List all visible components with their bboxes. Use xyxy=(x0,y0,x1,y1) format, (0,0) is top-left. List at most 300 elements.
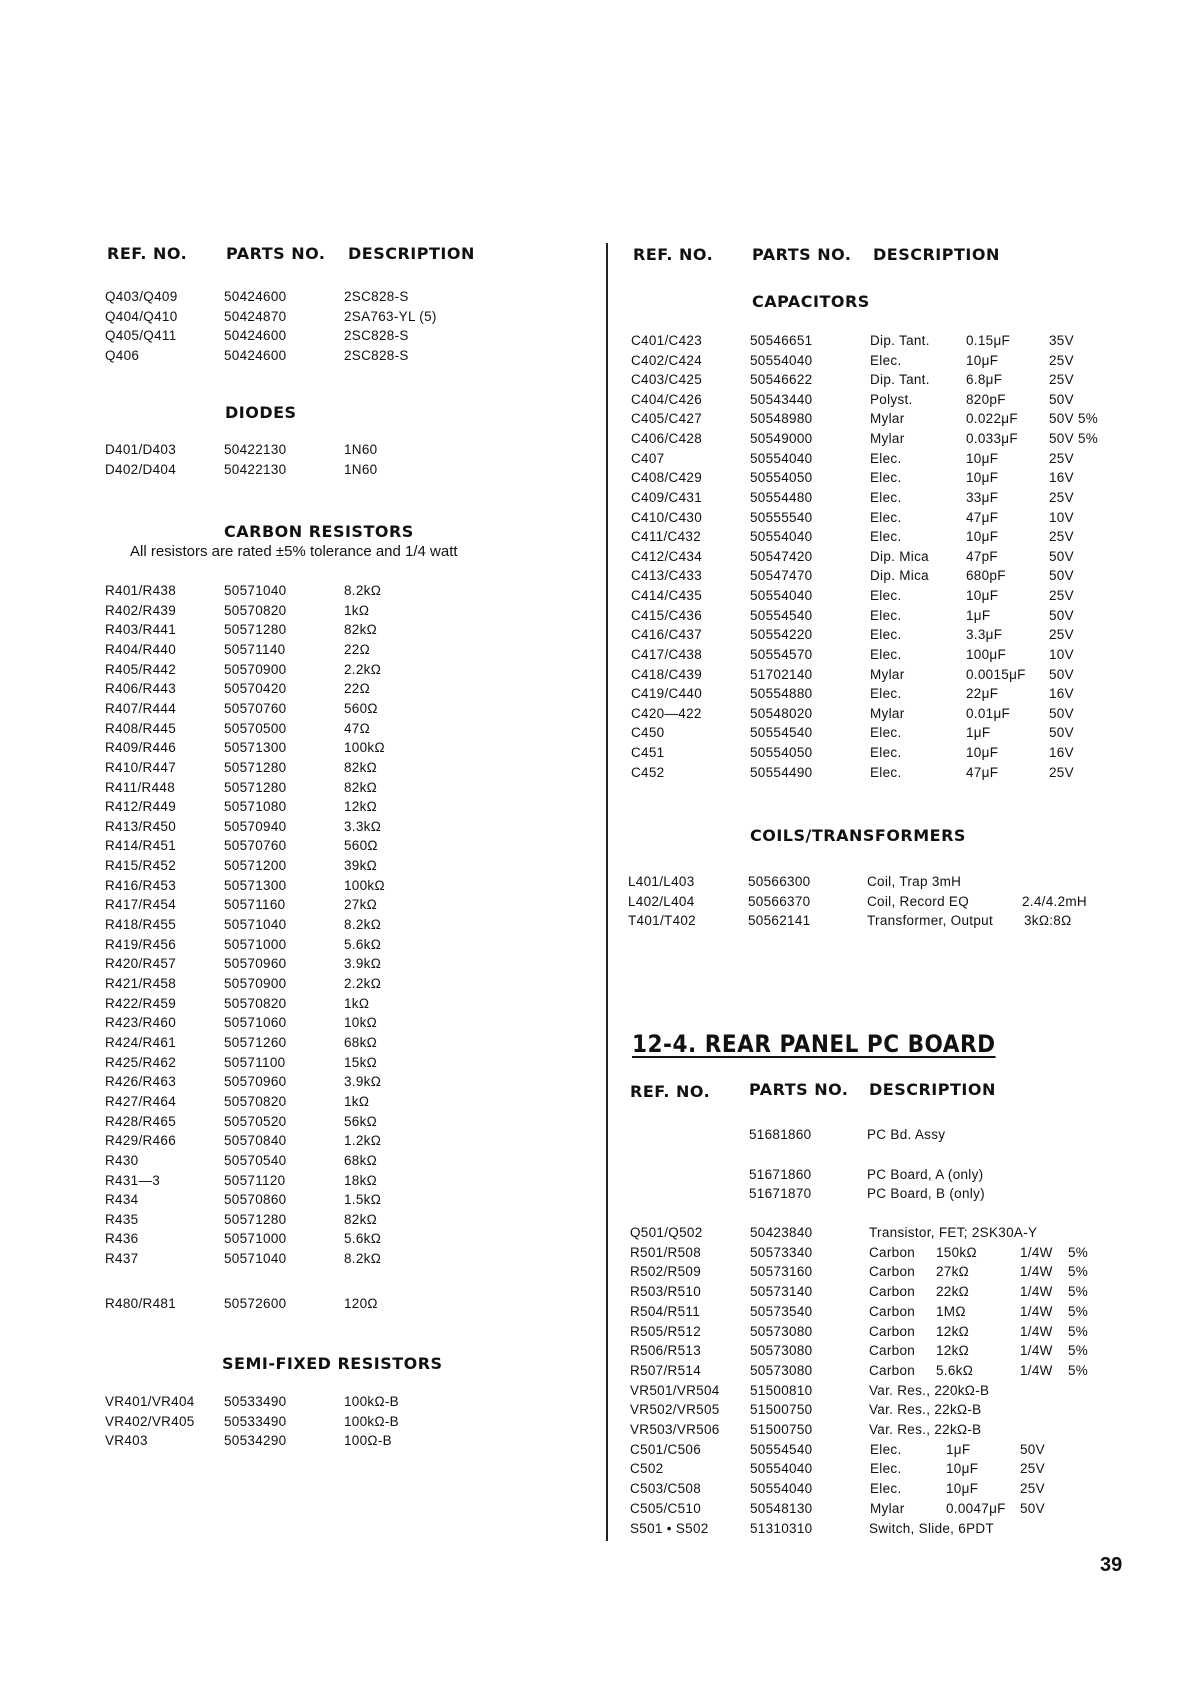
left-header-parts: PARTS NO. xyxy=(226,244,326,263)
tolerance: 5% xyxy=(1068,1264,1089,1280)
ref-no: Q404/Q410 xyxy=(105,308,178,324)
ref-no: S501 • S502 xyxy=(630,1520,709,1536)
ref-no: R412/R449 xyxy=(105,799,176,815)
parts-no: 50571260 xyxy=(224,1034,287,1050)
cap-value: 1μF xyxy=(946,1441,971,1457)
parts-no: 50573080 xyxy=(750,1323,813,1339)
rear-header-desc: DESCRIPTION xyxy=(869,1080,996,1099)
parts-no: 50571060 xyxy=(224,1015,287,1031)
description: Coil, Record EQ xyxy=(867,893,970,909)
description: 1kΩ xyxy=(344,602,370,618)
right-header-parts: PARTS NO. xyxy=(752,245,852,264)
ref-no: C402/C424 xyxy=(631,352,702,368)
parts-no: 50548130 xyxy=(750,1500,813,1516)
parts-no: 50570860 xyxy=(224,1192,287,1208)
parts-no: 50547470 xyxy=(750,568,813,584)
parts-no: 51681860 xyxy=(749,1127,812,1142)
ref-no: R505/R512 xyxy=(630,1323,701,1339)
cap-type: Mylar xyxy=(870,705,905,721)
cap-rating: 50V xyxy=(1020,1441,1045,1457)
parts-no: 50573540 xyxy=(750,1303,813,1319)
ref-no: D401/D403 xyxy=(105,442,176,457)
parts-no: 50571140 xyxy=(224,641,286,657)
cap-value: 10μF xyxy=(946,1461,979,1477)
ref-no: C410/C430 xyxy=(631,509,702,525)
rating: 1/4W xyxy=(1020,1323,1053,1339)
parts-no: 50554540 xyxy=(750,607,813,623)
ref-no: R427/R464 xyxy=(105,1093,176,1109)
ref-no: VR502/VR505 xyxy=(630,1402,720,1418)
parts-no: 50571100 xyxy=(224,1054,286,1070)
ref-no: R507/R514 xyxy=(630,1362,701,1378)
cap-value: 10μF xyxy=(966,470,999,486)
ref-no: C416/C437 xyxy=(631,627,702,643)
cap-rating: 25V xyxy=(1020,1481,1045,1497)
parts-no: 50571040 xyxy=(224,917,287,933)
ref-no: C451 xyxy=(631,745,665,761)
cap-rating: 16V xyxy=(1049,686,1074,702)
description: Carbon xyxy=(869,1284,916,1300)
cap-rating: 16V xyxy=(1049,470,1074,486)
ref-no: R426/R463 xyxy=(105,1074,176,1090)
tolerance: 5% xyxy=(1068,1323,1089,1339)
cap-type: Elec. xyxy=(870,607,902,623)
description: 1N60 xyxy=(344,462,378,477)
ref-no: L402/L404 xyxy=(628,893,695,909)
parts-no: 50570840 xyxy=(224,1133,287,1149)
description: Var. Res., 220kΩ-B xyxy=(869,1382,990,1398)
ref-no: R420/R457 xyxy=(105,956,176,972)
parts-no: 50554220 xyxy=(750,627,813,643)
description: 1N60 xyxy=(344,442,378,457)
diodes-title: DIODES xyxy=(225,403,297,422)
description: 8.2kΩ xyxy=(344,1251,382,1267)
cap-type: Elec. xyxy=(870,646,902,662)
description: 1.2kΩ xyxy=(344,1133,382,1149)
cap-rating: 50V xyxy=(1049,705,1074,721)
parts-no: 51702140 xyxy=(750,666,813,682)
description: Var. Res., 22kΩ-B xyxy=(869,1402,982,1418)
parts-no: 50424870 xyxy=(224,308,287,324)
description: 5.6kΩ xyxy=(344,936,382,952)
cap-value: 1μF xyxy=(966,725,991,741)
parts-no: 50566370 xyxy=(748,893,811,909)
description: 68kΩ xyxy=(344,1034,378,1050)
cap-rating: 25V xyxy=(1049,372,1074,388)
parts-no: 50570940 xyxy=(224,818,287,834)
ref-no: R431—3 xyxy=(105,1172,161,1188)
parts-no: 51500750 xyxy=(750,1422,813,1437)
parts-no: 50570960 xyxy=(224,956,287,972)
cap-type: Elec. xyxy=(870,1461,902,1477)
ref-no: R425/R462 xyxy=(105,1054,176,1070)
ref-no: R501/R508 xyxy=(630,1244,701,1260)
cap-value: 680pF xyxy=(966,568,1006,584)
cap-type: Dip. Mica xyxy=(870,548,929,564)
cap-type: Elec. xyxy=(870,686,902,702)
parts-no: 50570760 xyxy=(224,838,287,854)
cap-type: Dip. Tant. xyxy=(870,333,930,348)
left-header-ref: REF. NO. xyxy=(107,244,188,263)
value: 22kΩ xyxy=(936,1284,970,1300)
cap-value: 33μF xyxy=(966,489,999,505)
cap-rating: 25V xyxy=(1020,1461,1045,1477)
cap-rating: 50V xyxy=(1020,1500,1045,1516)
capacitors-title: CAPACITORS xyxy=(752,292,870,311)
description: 82kΩ xyxy=(344,759,378,775)
cap-value: 6.8μF xyxy=(966,372,1003,388)
parts-no: 50554040 xyxy=(750,1461,813,1477)
ref-no: R502/R509 xyxy=(630,1264,701,1280)
cap-value: 10μF xyxy=(966,450,999,466)
description: 1kΩ xyxy=(344,1093,370,1109)
ref-no: R402/R439 xyxy=(105,602,176,618)
description: 22Ω xyxy=(344,681,371,697)
parts-no: 50554880 xyxy=(750,686,813,702)
cap-rating: 50V xyxy=(1049,391,1074,407)
parts-no: 50571300 xyxy=(224,740,287,756)
cap-type: Dip. Mica xyxy=(870,568,929,584)
carbon-resistors-note: All resistors are rated ±5% tolerance and 1/4 watt xyxy=(130,543,458,560)
parts-no: 50549000 xyxy=(750,431,813,447)
parts-no: 50570520 xyxy=(224,1113,287,1129)
extra-spec: 2.4/4.2mH xyxy=(1022,893,1087,909)
ref-no: R416/R453 xyxy=(105,877,176,893)
parts-no: 50554570 xyxy=(750,646,813,662)
description: 10kΩ xyxy=(344,1015,378,1031)
cap-rating: 25V xyxy=(1049,588,1074,604)
ref-no: R480/R481 xyxy=(105,1296,176,1311)
description: 68kΩ xyxy=(344,1152,378,1168)
ref-no: R411/R448 xyxy=(105,779,175,795)
ref-no: R430 xyxy=(105,1152,139,1168)
parts-no: 50554040 xyxy=(750,352,813,368)
tolerance: 5% xyxy=(1068,1244,1089,1260)
parts-no: 50554050 xyxy=(750,745,813,761)
rating: 1/4W xyxy=(1020,1343,1053,1359)
cap-type: Mylar xyxy=(870,666,905,682)
ref-no: Q406 xyxy=(105,348,140,364)
ref-no: R410/R447 xyxy=(105,759,176,775)
tolerance: 5% xyxy=(1068,1284,1089,1300)
parts-no: 50554040 xyxy=(750,450,813,466)
cap-value: 47μF xyxy=(966,764,999,780)
cap-rating: 50V xyxy=(1049,607,1074,623)
cap-rating: 25V xyxy=(1049,529,1074,545)
description: 3.9kΩ xyxy=(344,1074,382,1090)
cap-rating: 50V xyxy=(1049,548,1074,564)
description: Carbon xyxy=(869,1343,916,1359)
ref-no: C414/C435 xyxy=(631,588,702,604)
ref-no: R506/R513 xyxy=(630,1343,701,1359)
parts-no: 50571280 xyxy=(224,1211,287,1227)
ref-no: R428/R465 xyxy=(105,1113,176,1129)
description: 100kΩ-B xyxy=(344,1413,399,1429)
rear-panel-section-title: 12-4. REAR PANEL PC BOARD xyxy=(632,1030,996,1058)
description: 2SC828-S xyxy=(344,328,409,344)
ref-no: R419/R456 xyxy=(105,936,176,952)
value: 27kΩ xyxy=(936,1264,970,1280)
ref-no: R421/R458 xyxy=(105,976,176,991)
ref-no: R503/R510 xyxy=(630,1284,701,1300)
ref-no: R418/R455 xyxy=(105,917,176,933)
parts-no: 50533490 xyxy=(224,1413,287,1429)
description: 18kΩ xyxy=(344,1172,378,1188)
ref-no: R434 xyxy=(105,1192,139,1208)
ref-no: C505/C510 xyxy=(630,1500,701,1516)
cap-type: Elec. xyxy=(870,627,902,643)
cap-value: 0.15μF xyxy=(966,333,1011,348)
cap-rating: 25V xyxy=(1049,450,1074,466)
parts-no: 50570900 xyxy=(224,976,287,991)
cap-value: 47pF xyxy=(966,548,998,564)
parts-no: 50571160 xyxy=(224,897,286,913)
parts-no: 50554040 xyxy=(750,529,813,545)
cap-type: Dip. Tant. xyxy=(870,372,930,388)
parts-no: 50571120 xyxy=(224,1172,286,1188)
rating: 1/4W xyxy=(1020,1244,1053,1260)
parts-no: 50570960 xyxy=(224,1074,287,1090)
ref-no: C415/C436 xyxy=(631,607,702,623)
parts-no: 50571080 xyxy=(224,799,287,815)
cap-type: Polyst. xyxy=(870,391,913,407)
cap-value: 0.01μF xyxy=(966,705,1011,721)
parts-no: 50554540 xyxy=(750,1441,813,1457)
ref-no: C420—422 xyxy=(631,705,702,721)
cap-value: 3.3μF xyxy=(966,627,1003,643)
description: 22Ω xyxy=(344,641,371,657)
ref-no: R423/R460 xyxy=(105,1015,176,1031)
parts-no: 50571040 xyxy=(224,583,287,598)
coils-transformers-title: COILS/TRANSFORMERS xyxy=(750,826,966,845)
parts-no: 51671870 xyxy=(749,1186,812,1201)
cap-type: Elec. xyxy=(870,470,902,486)
ref-no: R405/R442 xyxy=(105,661,176,677)
parts-no: 50546622 xyxy=(750,372,813,388)
cap-value: 10μF xyxy=(966,588,999,604)
parts-no: 50573080 xyxy=(750,1343,813,1359)
ref-no: R429/R466 xyxy=(105,1133,176,1149)
ref-no: VR402/VR405 xyxy=(105,1413,195,1429)
ref-no: Q403/Q409 xyxy=(105,289,178,304)
tolerance: 5% xyxy=(1068,1343,1089,1359)
description: 2.2kΩ xyxy=(344,661,382,677)
column-divider xyxy=(606,243,608,1541)
description: PC Bd. Assy xyxy=(867,1127,946,1142)
value: 1MΩ xyxy=(936,1303,966,1319)
ref-no: C406/C428 xyxy=(631,431,702,447)
parts-no: 50571200 xyxy=(224,858,287,874)
semi-fixed-resistors-title: SEMI-FIXED RESISTORS xyxy=(222,1354,443,1373)
description: 100kΩ xyxy=(344,877,385,893)
cap-rating: 50V xyxy=(1049,568,1074,584)
rear-header-parts: PARTS NO. xyxy=(749,1080,849,1099)
cap-value: 1μF xyxy=(966,607,991,623)
cap-type: Elec. xyxy=(870,509,902,525)
ref-no: R407/R444 xyxy=(105,700,176,716)
description: 3.3kΩ xyxy=(344,818,382,834)
description: 2SC828-S xyxy=(344,348,409,364)
parts-no: 50570420 xyxy=(224,681,287,697)
parts-no: 50570500 xyxy=(224,720,287,736)
ref-no: C419/C440 xyxy=(631,686,702,702)
rear-header-ref: REF. NO. xyxy=(630,1082,711,1101)
ref-no: C413/C433 xyxy=(631,568,702,584)
description: Var. Res., 22kΩ-B xyxy=(869,1422,982,1437)
extra-spec: 3kΩ:8Ω xyxy=(1024,913,1072,928)
ref-no: VR501/VR504 xyxy=(630,1382,720,1398)
cap-rating: 50V 5% xyxy=(1049,431,1099,447)
description: 3.9kΩ xyxy=(344,956,382,972)
description: 560Ω xyxy=(344,700,378,716)
description: 120Ω xyxy=(344,1296,378,1311)
rating: 1/4W xyxy=(1020,1284,1053,1300)
parts-no: 50570820 xyxy=(224,1093,287,1109)
cap-value: 10μF xyxy=(966,529,999,545)
parts-no: 50547420 xyxy=(750,548,813,564)
parts-no: 50424600 xyxy=(224,328,287,344)
parts-no: 50570820 xyxy=(224,602,287,618)
parts-no: 50554040 xyxy=(750,1481,813,1497)
cap-type: Elec. xyxy=(870,745,902,761)
cap-type: Elec. xyxy=(870,529,902,545)
parts-no: 50571000 xyxy=(224,1231,287,1247)
ref-no: R422/R459 xyxy=(105,995,176,1011)
ref-no: R435 xyxy=(105,1211,139,1227)
description: Carbon xyxy=(869,1264,916,1280)
parts-no: 50570760 xyxy=(224,700,287,716)
parts-no: 51671860 xyxy=(749,1167,812,1182)
cap-value: 820pF xyxy=(966,391,1006,407)
parts-no: 51500810 xyxy=(750,1382,813,1398)
parts-no: 50546651 xyxy=(750,333,813,348)
ref-no: L401/L403 xyxy=(628,874,695,889)
ref-no: C502 xyxy=(630,1461,664,1477)
ref-no: VR401/VR404 xyxy=(105,1394,195,1409)
right-header-desc: DESCRIPTION xyxy=(873,245,1000,264)
page-number: 39 xyxy=(1100,1554,1123,1576)
value: 5.6kΩ xyxy=(936,1362,974,1378)
ref-no: R437 xyxy=(105,1251,139,1267)
parts-no: 50573140 xyxy=(750,1284,813,1300)
parts-no: 50424600 xyxy=(224,348,287,364)
description: Transistor, FET; 2SK30A-Y xyxy=(869,1225,1038,1240)
description: Transformer, Output xyxy=(867,913,993,928)
parts-no: 50570900 xyxy=(224,661,287,677)
ref-no: C403/C425 xyxy=(631,372,702,388)
ref-no: C405/C427 xyxy=(631,411,702,427)
ref-no: C501/C506 xyxy=(630,1441,701,1457)
cap-rating: 25V xyxy=(1049,352,1074,368)
description: 15kΩ xyxy=(344,1054,378,1070)
cap-rating: 35V xyxy=(1049,333,1074,348)
ref-no: C417/C438 xyxy=(631,646,702,662)
ref-no: R406/R443 xyxy=(105,681,176,697)
description: PC Board, B (only) xyxy=(867,1186,985,1201)
description: 12kΩ xyxy=(344,799,378,815)
ref-no: R424/R461 xyxy=(105,1034,176,1050)
cap-rating: 10V xyxy=(1049,646,1074,662)
description: 8.2kΩ xyxy=(344,583,382,598)
value: 150kΩ xyxy=(936,1244,977,1260)
carbon-resistors-title: CARBON RESISTORS xyxy=(224,522,414,541)
ref-no: R401/R438 xyxy=(105,583,176,598)
description: 1kΩ xyxy=(344,995,370,1011)
description: 8.2kΩ xyxy=(344,917,382,933)
ref-no: C404/C426 xyxy=(631,391,702,407)
ref-no: C503/C508 xyxy=(630,1481,701,1497)
cap-value: 0.0015μF xyxy=(966,666,1026,682)
parts-no: 50548020 xyxy=(750,705,813,721)
value: 12kΩ xyxy=(936,1323,970,1339)
rating: 1/4W xyxy=(1020,1303,1053,1319)
right-header-ref: REF. NO. xyxy=(633,245,714,264)
cap-value: 0.022μF xyxy=(966,411,1018,427)
description: Carbon xyxy=(869,1362,916,1378)
cap-value: 10μF xyxy=(946,1481,979,1497)
ref-no: T401/T402 xyxy=(628,913,696,928)
parts-no: 50571280 xyxy=(224,622,287,638)
cap-rating: 50V 5% xyxy=(1049,411,1099,427)
cap-rating: 25V xyxy=(1049,764,1074,780)
description: Carbon xyxy=(869,1244,916,1260)
tolerance: 5% xyxy=(1068,1362,1089,1378)
ref-no: R415/R452 xyxy=(105,858,176,874)
description: 100kΩ xyxy=(344,740,385,756)
ref-no: C412/C434 xyxy=(631,548,702,564)
description: 2.2kΩ xyxy=(344,976,382,991)
description: 39kΩ xyxy=(344,858,378,874)
parts-no: 50571280 xyxy=(224,759,287,775)
description: 1.5kΩ xyxy=(344,1192,382,1208)
description: 5.6kΩ xyxy=(344,1231,382,1247)
parts-no: 50422130 xyxy=(224,462,287,477)
parts-no: 50534290 xyxy=(224,1433,287,1448)
ref-no: C450 xyxy=(631,725,665,741)
description: 560Ω xyxy=(344,838,378,854)
cap-rating: 10V xyxy=(1049,509,1074,525)
ref-no: Q405/Q411 xyxy=(105,328,177,344)
ref-no: R403/R441 xyxy=(105,622,176,638)
parts-no: 50570540 xyxy=(224,1152,287,1168)
parts-no: 51310310 xyxy=(750,1520,813,1536)
ref-no: C401/C423 xyxy=(631,333,702,348)
parts-no: 50423840 xyxy=(750,1225,813,1240)
cap-rating: 50V xyxy=(1049,666,1074,682)
parts-no: 50543440 xyxy=(750,391,813,407)
ref-no: C409/C431 xyxy=(631,489,702,505)
description: PC Board, A (only) xyxy=(867,1167,984,1182)
parts-no: 50572600 xyxy=(224,1296,287,1311)
description: 82kΩ xyxy=(344,779,378,795)
parts-no: 50554040 xyxy=(750,588,813,604)
left-header-desc: DESCRIPTION xyxy=(348,244,475,263)
ref-no: R504/R511 xyxy=(630,1303,700,1319)
parts-no: 50562141 xyxy=(748,913,811,928)
rating: 1/4W xyxy=(1020,1362,1053,1378)
parts-no: 50570820 xyxy=(224,995,287,1011)
cap-type: Mylar xyxy=(870,1500,905,1516)
description: Switch, Slide, 6PDT xyxy=(869,1520,994,1536)
parts-no: 50573160 xyxy=(750,1264,813,1280)
cap-rating: 25V xyxy=(1049,489,1074,505)
parts-no: 50554490 xyxy=(750,764,813,780)
ref-no: C408/C429 xyxy=(631,470,702,486)
parts-no: 50554050 xyxy=(750,470,813,486)
cap-value: 47μF xyxy=(966,509,999,525)
parts-no: 50554540 xyxy=(750,725,813,741)
description: 47Ω xyxy=(344,720,371,736)
